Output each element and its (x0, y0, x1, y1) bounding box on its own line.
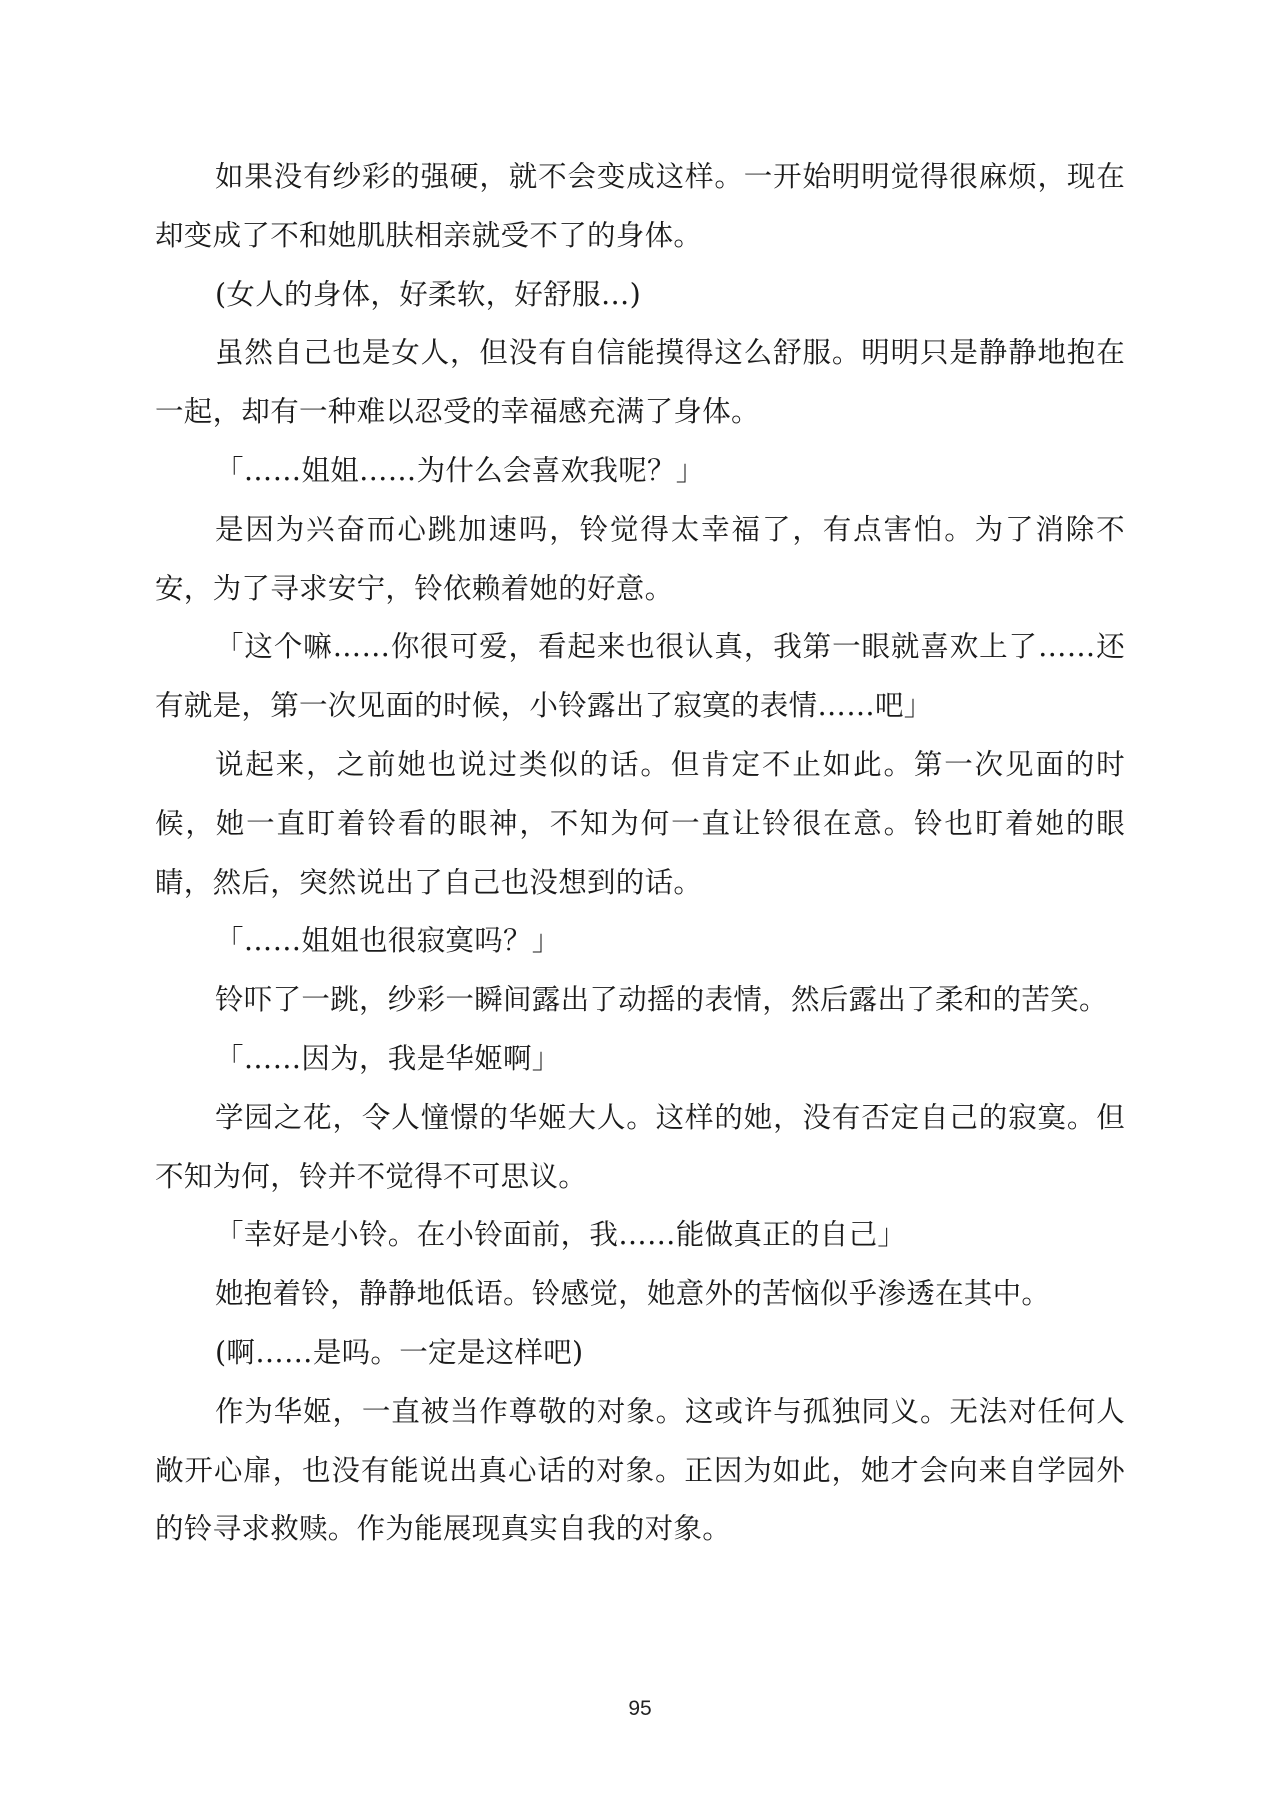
paragraph: (女人的身体，好柔软，好舒服…) (215, 277, 642, 311)
paragraph: 虽然自己也是女人，但没有自信能摸得这么舒服。明明只是静静地抱在一起，却有一种难以忍受的幸福感充满了身体。 (155, 336, 1125, 429)
paragraph: 如果没有纱彩的强硬，就不会变成这样。一开始明明觉得很麻烦，现在却变成了不和她肌肤相亲就受不了的身体。 (155, 160, 1125, 252)
dialogue-line: 「幸好是小铃。在小铃面前，我……能做真正的自己」 (215, 1218, 907, 1252)
paragraph: 是因为兴奋而心跳加速吗，铃觉得太幸福了，有点害怕。为了消除不安，为了寻求安宁，铃依赖着她的好意。 (155, 512, 1125, 605)
dialogue-line: 「……因为，我是华姬啊」 (215, 1041, 561, 1075)
page-number: 95 (628, 1697, 652, 1720)
dialogue-line: 「……姐姐也很寂寞吗？」 (215, 924, 561, 958)
paragraph: (啊……是吗。一定是这样吧) (215, 1335, 584, 1369)
paragraph: 作为华姬，一直被当作尊敬的对象。这或许与孤独同义。无法对任何人敞开心扉，也没有能说出真心话的对象。正因为如此，她才会向来自学园外的铃寻求救赎。作为能展现真实自我的对象。 (155, 1394, 1125, 1546)
paragraph: 学园之花，令人憧憬的华姬大人。这样的她，没有否定自己的寂寞。但不知为何，铃并不觉得不可思议。 (155, 1100, 1125, 1193)
dialogue-line: 「这个嘛……你很可爱，看起来也很认真，我第一眼就喜欢上了……还有就是，第一次见面的时候，小铃露出了寂寞的表情……吧」 (155, 630, 1125, 723)
text-body (155, 148, 1125, 1559)
dialogue-line: 「……姐姐……为什么会喜欢我呢？」 (215, 453, 705, 487)
paragraph: 她抱着铃，静静地低语。铃感觉，她意外的苦恼似乎渗透在其中。 (215, 1277, 1051, 1311)
paragraph: 说起来，之前她也说过类似的话。但肯定不止如此。第一次见面的时候，她一直盯着铃看的眼神，不知为何一直让铃很在意。铃也盯着她的眼睛，然后，突然说出了自己也没想到的话。 (155, 747, 1125, 899)
paragraph: 铃吓了一跳，纱彩一瞬间露出了动摇的表情，然后露出了柔和的苦笑。 (215, 983, 1108, 1017)
